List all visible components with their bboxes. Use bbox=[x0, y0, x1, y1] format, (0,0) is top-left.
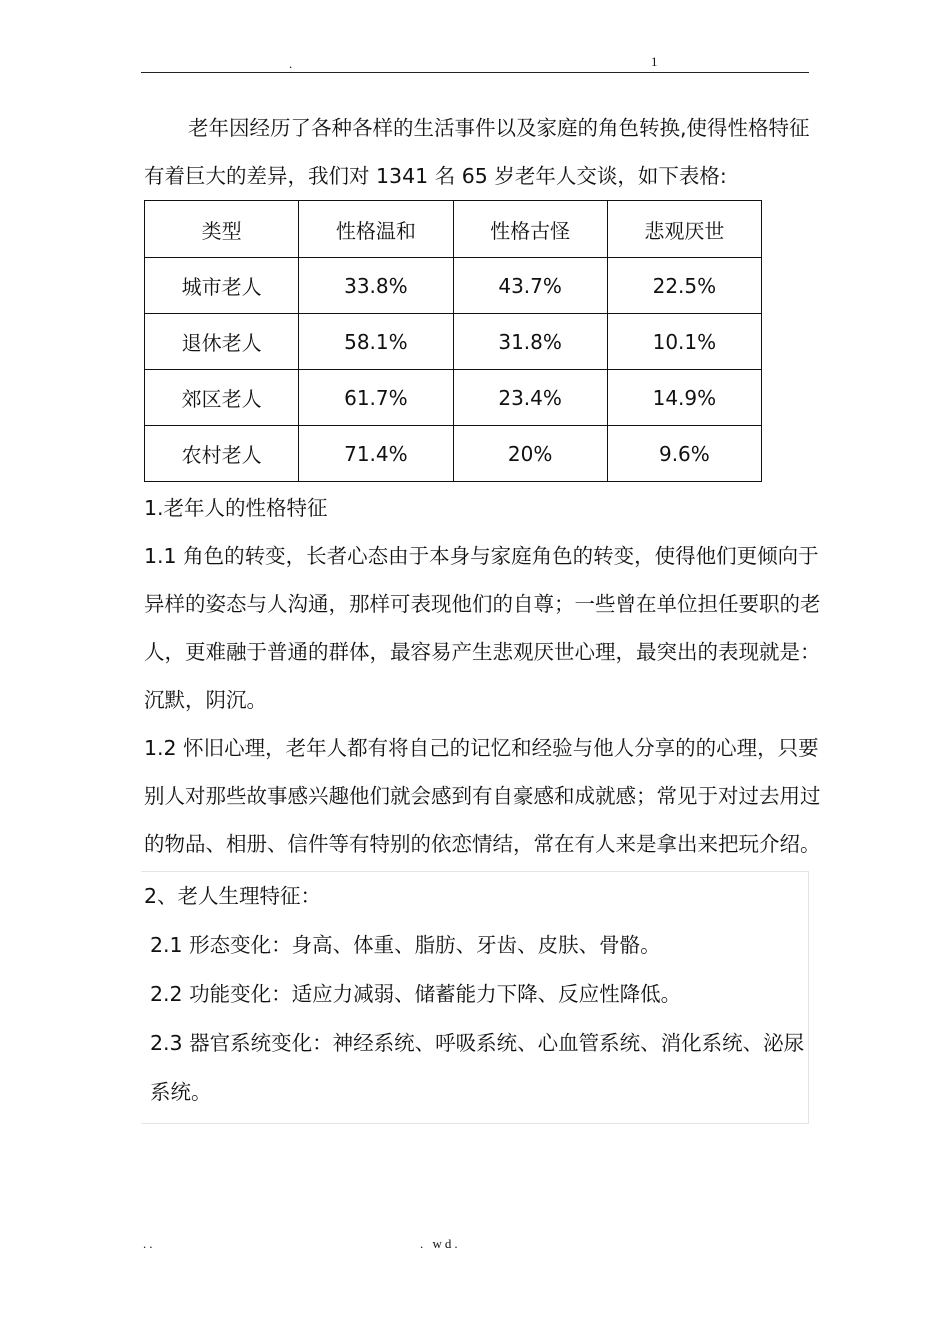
section2-item-2: 2.2 功能变化：适应力减弱、储蓄能力下降、反应性降低。 bbox=[150, 982, 682, 1006]
document-body bbox=[144, 104, 824, 1124]
table-header-cell: 性格古怪 bbox=[453, 201, 607, 258]
section2-item-3: 2.3 器官系统变化：神经系统、呼吸系统、心血管系统、消化系统、泌尿系统。 bbox=[150, 1031, 805, 1104]
section1-heading: 1.老年人的性格特征 bbox=[144, 496, 328, 520]
table-cell: 9.6% bbox=[607, 426, 761, 482]
intro-paragraph: 老年因经历了各种各样的生活事件以及家庭的角色转换,使得性格特征有着巨大的差异，我们对 1341 名 65 岁老年人交谈，如下表格: bbox=[144, 116, 810, 188]
table-header-cell: 类型 bbox=[145, 201, 299, 258]
personality-table bbox=[144, 200, 762, 482]
table-cell: 14.9% bbox=[607, 370, 761, 426]
table-cell: 农村老人 bbox=[145, 426, 299, 482]
page-header bbox=[141, 54, 809, 73]
table-header-cell: 性格温和 bbox=[299, 201, 453, 258]
table-cell: 31.8% bbox=[453, 314, 607, 370]
section2-heading: 2、老人生理特征： bbox=[144, 884, 322, 908]
footer-center: . wd. bbox=[420, 1236, 461, 1251]
table-cell: 58.1% bbox=[299, 314, 453, 370]
table-cell: 郊区老人 bbox=[145, 370, 299, 426]
table-cell: 61.7% bbox=[299, 370, 453, 426]
table-row bbox=[145, 370, 762, 426]
table-cell: 20% bbox=[453, 426, 607, 482]
section1-paragraph-2: 1.2 怀旧心理，老年人都有将自己的记忆和经验与他人分享的的心理，只要别人对那些故事感兴趣他们就会感到有自豪感和成就感；常见于对过去用过的物品、相册、信件等有特别的依恋情结，常在有人来是拿出来把玩介绍。 bbox=[144, 736, 821, 856]
page-number: 1 bbox=[651, 54, 658, 69]
table-row bbox=[145, 258, 762, 314]
table-row bbox=[145, 426, 762, 482]
header-dot: . bbox=[289, 56, 293, 71]
section2-box bbox=[141, 871, 809, 1124]
table-cell: 43.7% bbox=[453, 258, 607, 314]
table-cell: 城市老人 bbox=[145, 258, 299, 314]
table-header-row bbox=[145, 201, 762, 258]
table-cell: 退休老人 bbox=[145, 314, 299, 370]
section2-item-1: 2.1 形态变化：身高、体重、脂肪、牙齿、皮肤、骨骼。 bbox=[150, 933, 661, 957]
table-cell: 22.5% bbox=[607, 258, 761, 314]
table-cell: 33.8% bbox=[299, 258, 453, 314]
table-cell: 10.1% bbox=[607, 314, 761, 370]
table-cell: 23.4% bbox=[453, 370, 607, 426]
section1-paragraph-1: 1.1 角色的转变，长者心态由于本身与家庭角色的转变，使得他们更倾向于异样的姿态与人沟通，那样可表现他们的自尊；一些曾在单位担任要职的老人，更难融于普通的群体，最容易产生悲观厌世心理，最突出的表现就是：沉默，阴沉。 bbox=[144, 544, 821, 712]
table-header-cell: 悲观厌世 bbox=[607, 201, 761, 258]
table-cell: 71.4% bbox=[299, 426, 453, 482]
footer-left: .. bbox=[143, 1236, 156, 1251]
table-row bbox=[145, 314, 762, 370]
